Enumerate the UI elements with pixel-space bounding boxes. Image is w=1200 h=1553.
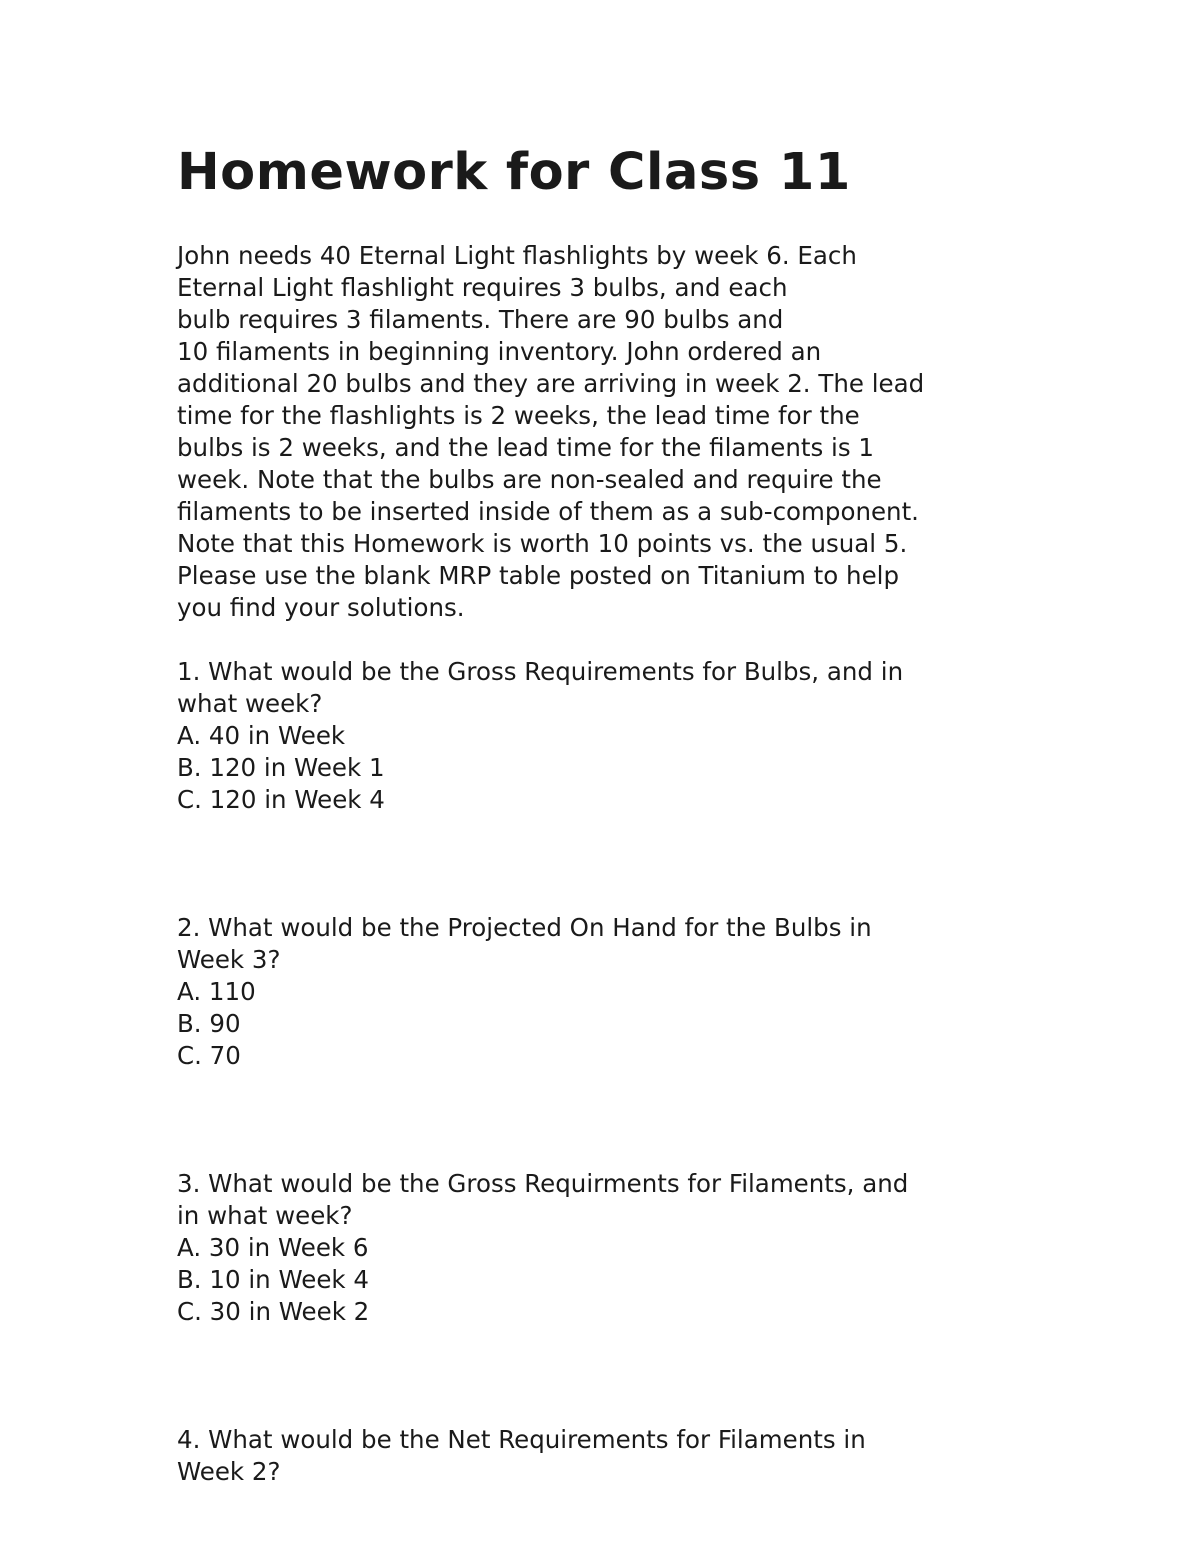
answer-option-b: B. 90 [177,1009,241,1038]
intro-line: additional 20 bulbs and they are arriving in week 2. The lead [177,369,925,398]
answer-option-a: A. 110 [177,977,256,1006]
intro-line: bulbs is 2 weeks, and the lead time for the filaments is 1 [177,433,874,462]
intro-line: Eternal Light flashlight requires 3 bulbs, and each [177,273,788,302]
question-2 [177,912,1037,1072]
answer-option-c: C. 120 in Week 4 [177,785,385,814]
question-text [177,656,1037,720]
intro-line: bulb requires 3 filaments. There are 90 bulbs and [177,305,784,334]
answer-options [177,1232,1037,1328]
answer-options [177,976,1037,1072]
intro-line: you find your solutions. [177,593,465,622]
question-1 [177,656,1037,816]
intro-line: time for the flashlights is 2 weeks, the lead time for the [177,401,860,430]
answer-option-c: C. 70 [177,1041,241,1070]
question-3 [177,1168,1037,1328]
question-line: 1. What would be the Gross Requirements for Bulbs, and in [177,657,904,686]
intro-line: Note that this Homework is worth 10 points vs. the usual 5. [177,529,908,558]
document-title: Homework for Class 11 [177,143,851,202]
answer-option-a: A. 40 in Week [177,721,346,750]
intro-line: filaments to be inserted inside of them as a sub-component. [177,497,919,526]
question-line: in what week? [177,1201,353,1230]
question-text [177,1168,1037,1232]
intro-line: John needs 40 Eternal Light flashlights by week 6. Each [177,241,857,270]
question-line: 4. What would be the Net Requirements for Filaments in [177,1425,866,1454]
answer-option-b: B. 10 in Week 4 [177,1265,369,1294]
intro-line: Please use the blank MRP table posted on Titanium to help [177,561,900,590]
intro-line: 10 filaments in beginning inventory. John ordered an [177,337,822,366]
answer-option-c: C. 30 in Week 2 [177,1297,370,1326]
question-line: 3. What would be the Gross Requirments for Filaments, and [177,1169,909,1198]
document-page [177,140,1037,1488]
intro-line: week. Note that the bulbs are non-sealed and require the [177,465,882,494]
question-text [177,1424,1037,1488]
question-line: what week? [177,689,323,718]
question-line: Week 3? [177,945,281,974]
answer-option-b: B. 120 in Week 1 [177,753,385,782]
question-line: Week 2? [177,1457,281,1486]
answer-option-a: A. 30 in Week 6 [177,1233,369,1262]
question-line: 2. What would be the Projected On Hand for the Bulbs in [177,913,872,942]
intro-paragraph [177,240,1037,624]
answer-options [177,720,1037,816]
question-text [177,912,1037,976]
question-4 [177,1424,1037,1488]
